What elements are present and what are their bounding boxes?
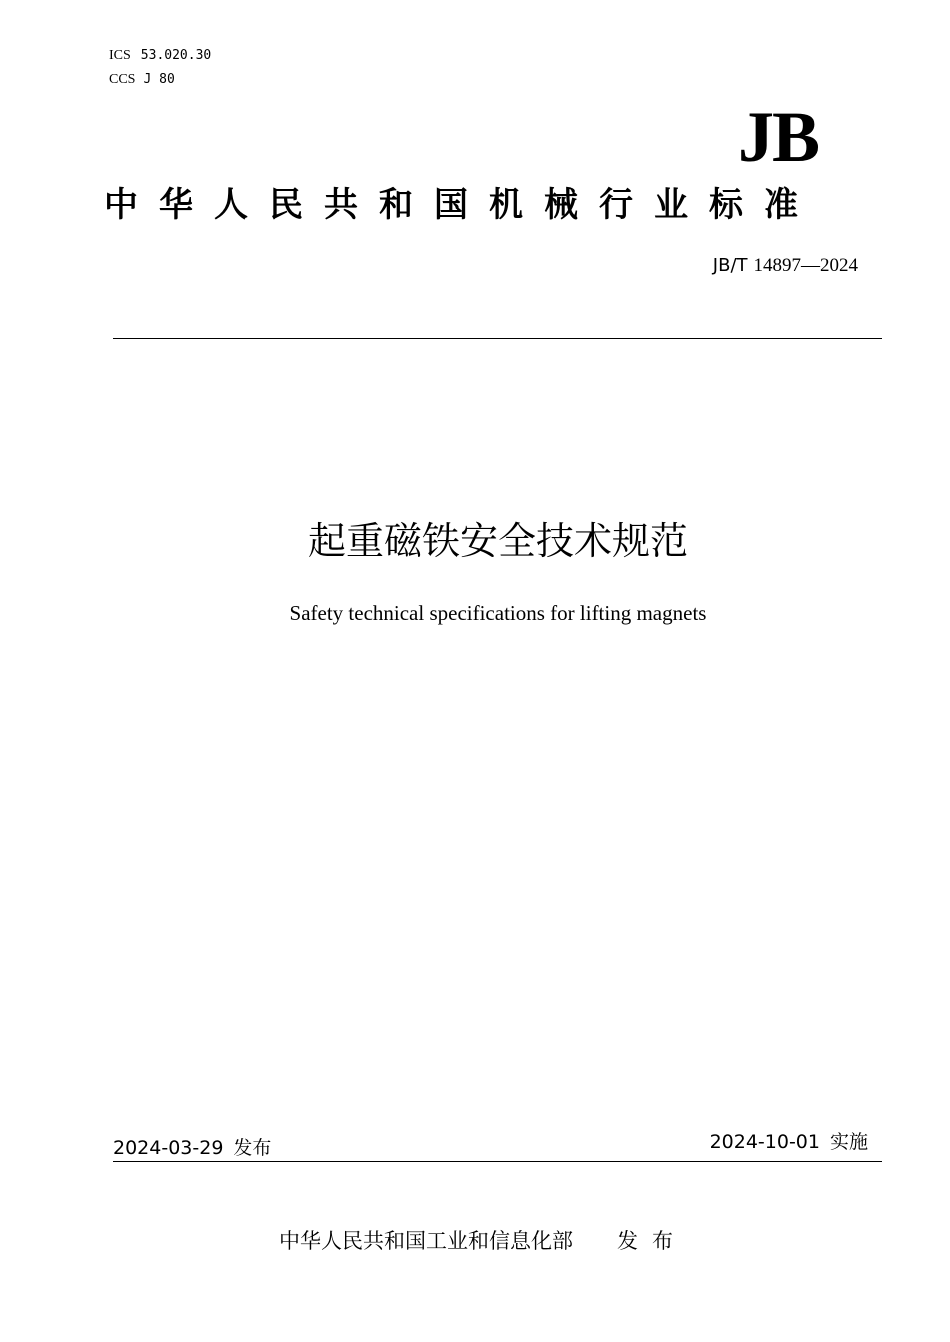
issuer-name: 中华人民共和国工业和信息化部 bbox=[279, 1229, 573, 1253]
implementation-date-value: 2024-10-01 bbox=[709, 1131, 820, 1153]
implementation-date-label: 实施 bbox=[829, 1131, 868, 1153]
ics-classification bbox=[109, 48, 211, 64]
standard-category-heading: 中华人民共和国机械行业标准 bbox=[104, 185, 819, 225]
issuing-authority bbox=[279, 1228, 687, 1254]
ics-label: ICS bbox=[109, 48, 131, 63]
issuer-action: 发布 bbox=[617, 1229, 687, 1253]
standard-number bbox=[713, 255, 858, 277]
document-title-en: Safety technical specifications for lifting magnets bbox=[289, 601, 707, 625]
issue-date-label: 发布 bbox=[233, 1137, 272, 1159]
ccs-code: J 80 bbox=[143, 72, 175, 87]
bottom-divider bbox=[113, 1161, 882, 1162]
standard-number-value: 14897—2024 bbox=[753, 255, 858, 276]
jb-logo: JB bbox=[737, 97, 818, 177]
issue-date bbox=[113, 1136, 271, 1160]
issue-date-value: 2024-03-29 bbox=[113, 1137, 224, 1159]
standard-number-prefix: JB/T bbox=[712, 255, 748, 276]
ccs-label: CCS bbox=[109, 72, 136, 87]
implementation-date bbox=[710, 1130, 868, 1154]
ccs-classification bbox=[109, 72, 175, 88]
top-divider bbox=[113, 338, 882, 339]
document-title-zh: 起重磁铁安全技术规范 bbox=[307, 519, 688, 563]
ics-code: 53.020.30 bbox=[140, 48, 212, 63]
